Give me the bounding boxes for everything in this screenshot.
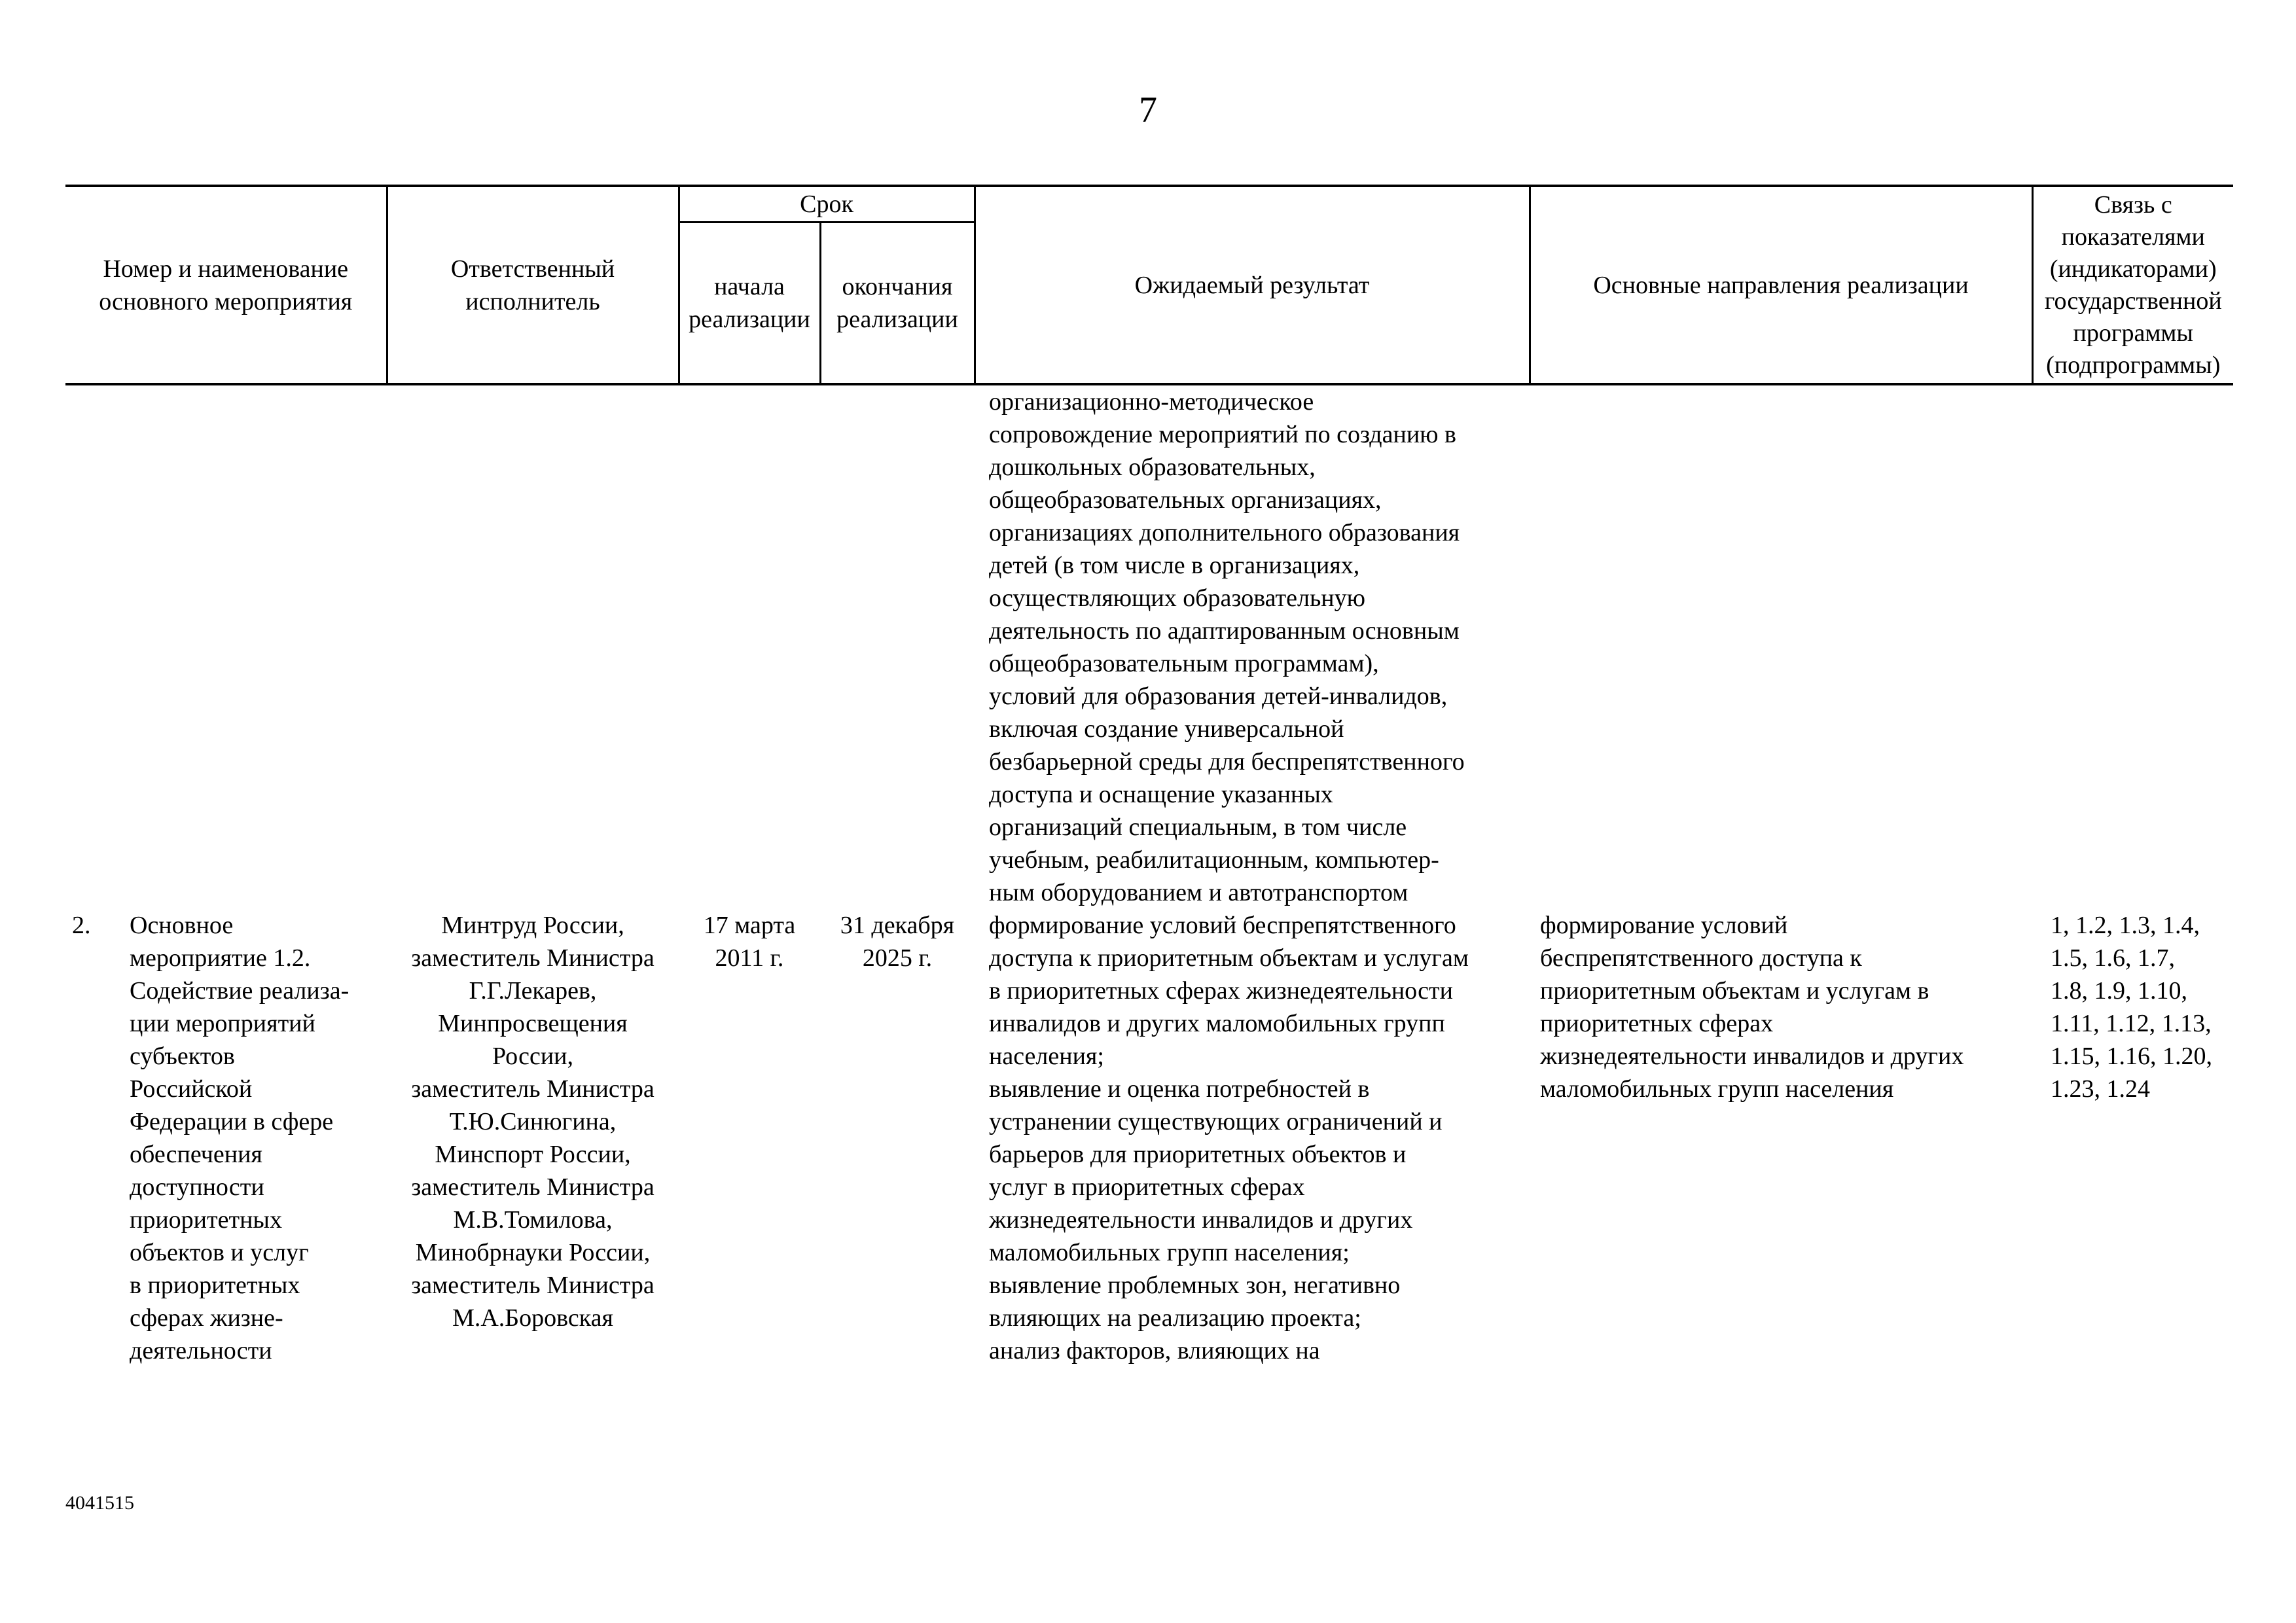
result-text-line: устранении существующих ограничений и — [989, 1108, 1443, 1135]
activity-name-line: деятельности — [130, 1337, 272, 1364]
result-text-line: выявление проблемных зон, негативно — [989, 1272, 1401, 1299]
indicator-line: 1.15, 1.16, 1.20, — [2051, 1043, 2212, 1070]
result-text-line: ным оборудованием и автотранспортом — [989, 879, 1408, 906]
executor-line: заместитель Министра — [411, 944, 655, 972]
direction-line: маломобильных групп населения — [1540, 1075, 1894, 1103]
activities-table — [65, 185, 2233, 1367]
indicator-line: 1, 1.2, 1.3, 1.4, — [2051, 912, 2200, 939]
executor-line: Т.Ю.Синюгина, — [449, 1108, 617, 1135]
indicator-line: 1.23, 1.24 — [2051, 1075, 2150, 1103]
activity-name-line: объектов и услуг — [130, 1239, 309, 1266]
document-code: 4041515 — [65, 1492, 134, 1514]
activity-name-line: в приоритетных — [130, 1272, 300, 1299]
table-row — [65, 909, 2233, 1367]
executor-line: заместитель Министра — [411, 1075, 655, 1103]
start-date-line: 2011 г. — [715, 944, 784, 972]
table-row — [65, 384, 2233, 909]
indicator-line: 1.8, 1.9, 1.10, — [2051, 977, 2187, 1005]
direction-line: беспрепятственного доступа к — [1540, 944, 1862, 972]
end-date-line: 2025 г. — [862, 944, 933, 972]
indicator-line: 1.5, 1.6, 1.7, — [2051, 944, 2175, 972]
result-text-line: включая создание универсальной — [989, 715, 1344, 743]
result-text-line: доступа к приоритетным объектам и услугам — [989, 944, 1469, 972]
activity-name-line: субъектов — [130, 1043, 235, 1070]
executor-line: Г.Г.Лекарев, — [469, 977, 597, 1005]
result-text-line: барьеров для приоритетных объектов и — [989, 1141, 1407, 1168]
activity-name-line: Российской — [130, 1075, 253, 1103]
activity-name-line: сферах жизне- — [130, 1304, 283, 1332]
row2-start — [679, 909, 820, 1367]
activity-name-line: Федерации в сфере — [130, 1108, 334, 1135]
result-text-line: услуг в приоритетных сферах — [989, 1173, 1305, 1201]
row2-executor — [387, 909, 679, 1367]
result-text-line: организационно-методическое — [989, 388, 1314, 416]
header-end: окончания реализации — [820, 223, 975, 385]
result-text-line: осуществляющих образовательную — [989, 584, 1366, 612]
result-text-line: в приоритетных сферах жизнедеятельности — [989, 977, 1453, 1005]
result-text-line: организаций специальным, в том числе — [989, 813, 1407, 841]
executor-line: Минпросвещения — [438, 1010, 628, 1037]
result-text-line: сопровождение мероприятий по созданию в — [989, 421, 1457, 448]
start-date-line: 17 марта — [703, 912, 796, 939]
page-number: 7 — [1139, 90, 1157, 130]
result-text-line: организациях дополнительного образования — [989, 519, 1460, 546]
result-text-line: дошкольных образовательных, — [989, 454, 1316, 481]
row2-number: 2. — [72, 912, 91, 939]
row2-name — [130, 909, 387, 1367]
activity-name-line: доступности — [130, 1173, 264, 1201]
end-date-line: 31 декабря — [840, 912, 955, 939]
result-text-line: доступа и оснащение указанных — [989, 781, 1333, 808]
result-text-line: жизнедеятельности инвалидов и других — [989, 1206, 1413, 1234]
table-header — [65, 186, 2233, 384]
header-executor: Ответственный исполнитель — [387, 186, 679, 384]
result-text-line: условий для образования детей-инвалидов, — [989, 683, 1448, 710]
activity-name-line: Основное — [130, 912, 234, 939]
activity-name-line: приоритетных — [130, 1206, 282, 1234]
executor-line: Минспорт России, — [435, 1141, 631, 1168]
activity-name-line: обеспечения — [130, 1141, 262, 1168]
result-text-line: детей (в том числе в организациях, — [989, 552, 1360, 579]
result-text-line: маломобильных групп населения; — [989, 1239, 1350, 1266]
row2-result — [975, 909, 1530, 1367]
executor-line: М.А.Боровская — [452, 1304, 613, 1332]
direction-line: формирование условий — [1540, 912, 1788, 939]
result-text-line: инвалидов и других маломобильных групп — [989, 1010, 1445, 1037]
result-text-line: безбарьерной среды для беспрепятственного — [989, 748, 1465, 776]
executor-line: России, — [492, 1043, 574, 1070]
result-text-line: деятельность по адаптированным основным — [989, 617, 1460, 645]
row2-directions — [1530, 909, 2032, 1367]
result-text-line: формирование условий беспрепятственного — [989, 912, 1456, 939]
activity-name-line: мероприятие 1.2. — [130, 944, 311, 972]
result-text-line: анализ факторов, влияющих на — [989, 1337, 1320, 1364]
header-term: Срок — [679, 186, 975, 223]
continuation-result — [975, 384, 1530, 909]
activity-name-line: ции мероприятий — [130, 1010, 315, 1037]
header-indicators: Связь с показателями (индикаторами) государственной программы (подпрограммы) — [2032, 186, 2233, 384]
direction-line: приоритетным объектам и услугам в — [1540, 977, 1929, 1005]
result-text-line: влияющих на реализацию проекта; — [989, 1304, 1361, 1332]
result-text-line: общеобразовательных организациях, — [989, 486, 1382, 514]
header-start: начала реализации — [679, 223, 820, 385]
executor-line: М.В.Томилова, — [453, 1206, 613, 1234]
result-text-line: учебным, реабилитационным, компьютер- — [989, 846, 1439, 874]
result-text-line: населения; — [989, 1043, 1104, 1070]
header-result: Ожидаемый результат — [975, 186, 1530, 384]
direction-line: приоритетных сферах — [1540, 1010, 1774, 1037]
executor-line: Минобрнауки России, — [415, 1239, 651, 1266]
header-directions: Основные направления реализации — [1530, 186, 2032, 384]
row2-indicators — [2032, 909, 2233, 1367]
executor-line: заместитель Министра — [411, 1272, 655, 1299]
result-text-line: общеобразовательным программам), — [989, 650, 1379, 677]
row2-end — [820, 909, 975, 1367]
executor-line: Минтруд России, — [441, 912, 624, 939]
result-text-line: выявление и оценка потребностей в — [989, 1075, 1370, 1103]
direction-line: жизнедеятельности инвалидов и других — [1540, 1043, 1964, 1070]
header-name: Номер и наименование основного мероприятия — [65, 186, 387, 384]
row2-name-cell — [65, 909, 387, 1367]
indicator-line: 1.11, 1.12, 1.13, — [2051, 1010, 2212, 1037]
executor-line: заместитель Министра — [411, 1173, 655, 1201]
activity-name-line: Содействие реализа- — [130, 977, 350, 1005]
